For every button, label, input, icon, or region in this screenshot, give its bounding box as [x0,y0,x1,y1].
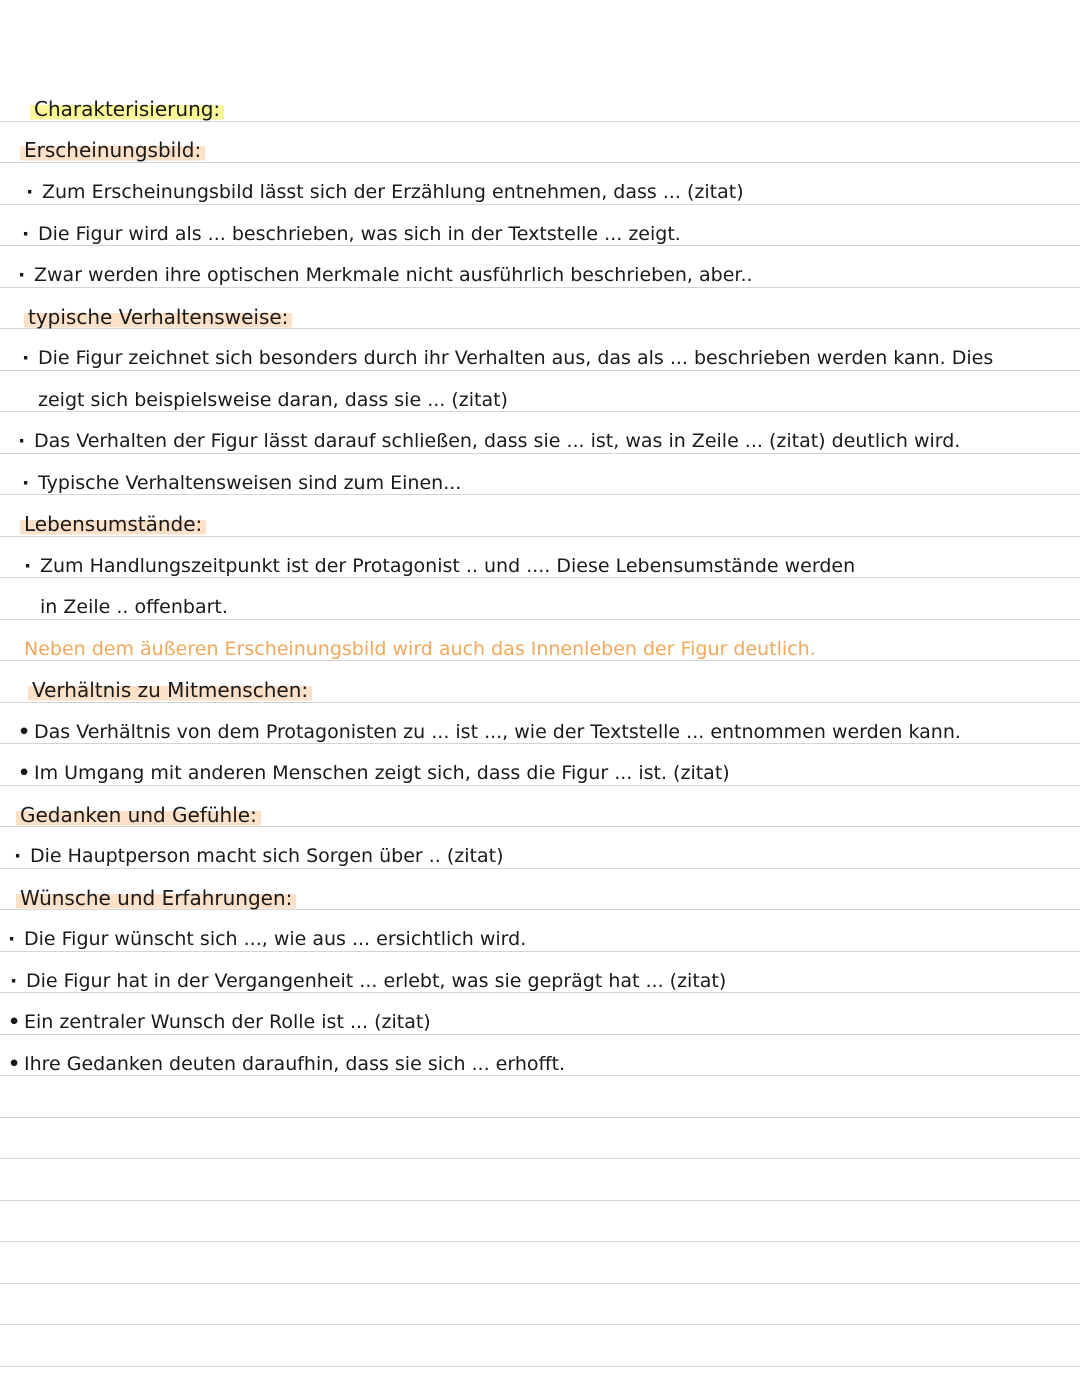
section-heading-verhaltensweise: typische Verhaltensweise: [24,304,292,330]
ruled-line [0,1324,1080,1325]
list-item-text: Die Hauptperson macht sich Sorgen über .. (zitat) [30,845,504,867]
ruled-line [0,1366,1080,1367]
list-item-text: Zwar werden ihre optischen Merkmale nicht ausführlich beschrieben, aber.. [34,264,753,286]
list-item-continuation: in Zeile .. offenbart. [40,596,228,618]
list-item [26,179,744,205]
list-item [8,1009,431,1035]
bullet-icon: • [18,762,31,784]
list-item [22,221,681,247]
list-item-text: Ein zentraler Wunsch der Rolle ist ... (zitat) [24,1011,431,1033]
section-heading-gedanken: Gedanken und Gefühle: [16,802,261,828]
list-item-text: Ihre Gedanken deuten daraufhin, dass sie sich ... erhofft. [24,1053,566,1075]
transition-sentence: Neben dem äußeren Erscheinungsbild wird auch das Innenleben der Figur deutlich. [24,638,816,660]
page-title: Charakterisierung: [30,96,224,122]
list-item [22,470,461,496]
bullet-icon: · [18,430,26,452]
bullet-icon: · [26,181,34,203]
bullet-icon: · [8,928,16,950]
list-item [18,428,960,454]
list-item-text: Das Verhältnis von dem Protagonisten zu ... ist ..., wie der Textstelle ... entnommen werden kann. [34,721,961,743]
ruled-line [0,1117,1080,1118]
bullet-icon: · [22,223,30,245]
bullet-icon: · [18,264,26,286]
bullet-icon: • [8,1011,21,1033]
ruled-line [0,1158,1080,1159]
list-item-text: Zum Handlungszeitpunkt ist der Protagonist .. und .... Diese Lebensumstände werden [40,555,856,577]
ruled-line [0,1241,1080,1242]
list-item [22,345,993,371]
bullet-icon: · [14,845,22,867]
list-item-text: Die Figur zeichnet sich besonders durch ihr Verhalten aus, das als ... beschrieben werden kann. Dies [38,347,994,369]
bullet-icon: · [10,970,18,992]
bullet-icon: • [18,721,31,743]
list-item-text: Typische Verhaltensweisen sind zum Einen... [38,472,462,494]
bullet-icon: · [22,472,30,494]
list-item-text: Die Figur hat in der Vergangenheit ... erlebt, was sie geprägt hat ... (zitat) [26,970,727,992]
list-item-text: Die Figur wünscht sich ..., wie aus ... ersichtlich wird. [24,928,527,950]
list-item-text: Im Umgang mit anderen Menschen zeigt sich, dass die Figur ... ist. (zitat) [34,762,730,784]
list-item [24,553,855,579]
list-item [8,926,526,952]
section-heading-lebensumstaende: Lebensumstände: [20,511,206,537]
list-item-text: Die Figur wird als ... beschrieben, was sich in der Textstelle ... zeigt. [38,223,681,245]
ruled-line [0,1283,1080,1284]
section-heading-erscheinungsbild: Erscheinungsbild: [20,137,205,163]
ruled-line [0,1200,1080,1201]
list-item [18,760,730,786]
bullet-icon: • [8,1053,21,1075]
list-item-continuation: zeigt sich beispielsweise daran, dass sie ... (zitat) [38,389,508,411]
bullet-icon: · [22,347,30,369]
section-heading-verhaeltnis: Verhältnis zu Mitmenschen: [28,677,312,703]
list-item [18,719,961,745]
list-item [18,262,753,288]
section-heading-wuensche: Wünsche und Erfahrungen: [16,885,296,911]
list-item [8,1051,565,1077]
list-item [10,968,726,994]
list-item-text: Zum Erscheinungsbild lässt sich der Erzählung entnehmen, dass ... (zitat) [42,181,744,203]
list-item [14,843,504,869]
bullet-icon: · [24,555,32,577]
list-item-text: Das Verhalten der Figur lässt darauf schließen, dass sie ... ist, was in Zeile ... (zitat) deutlich wird. [34,430,961,452]
